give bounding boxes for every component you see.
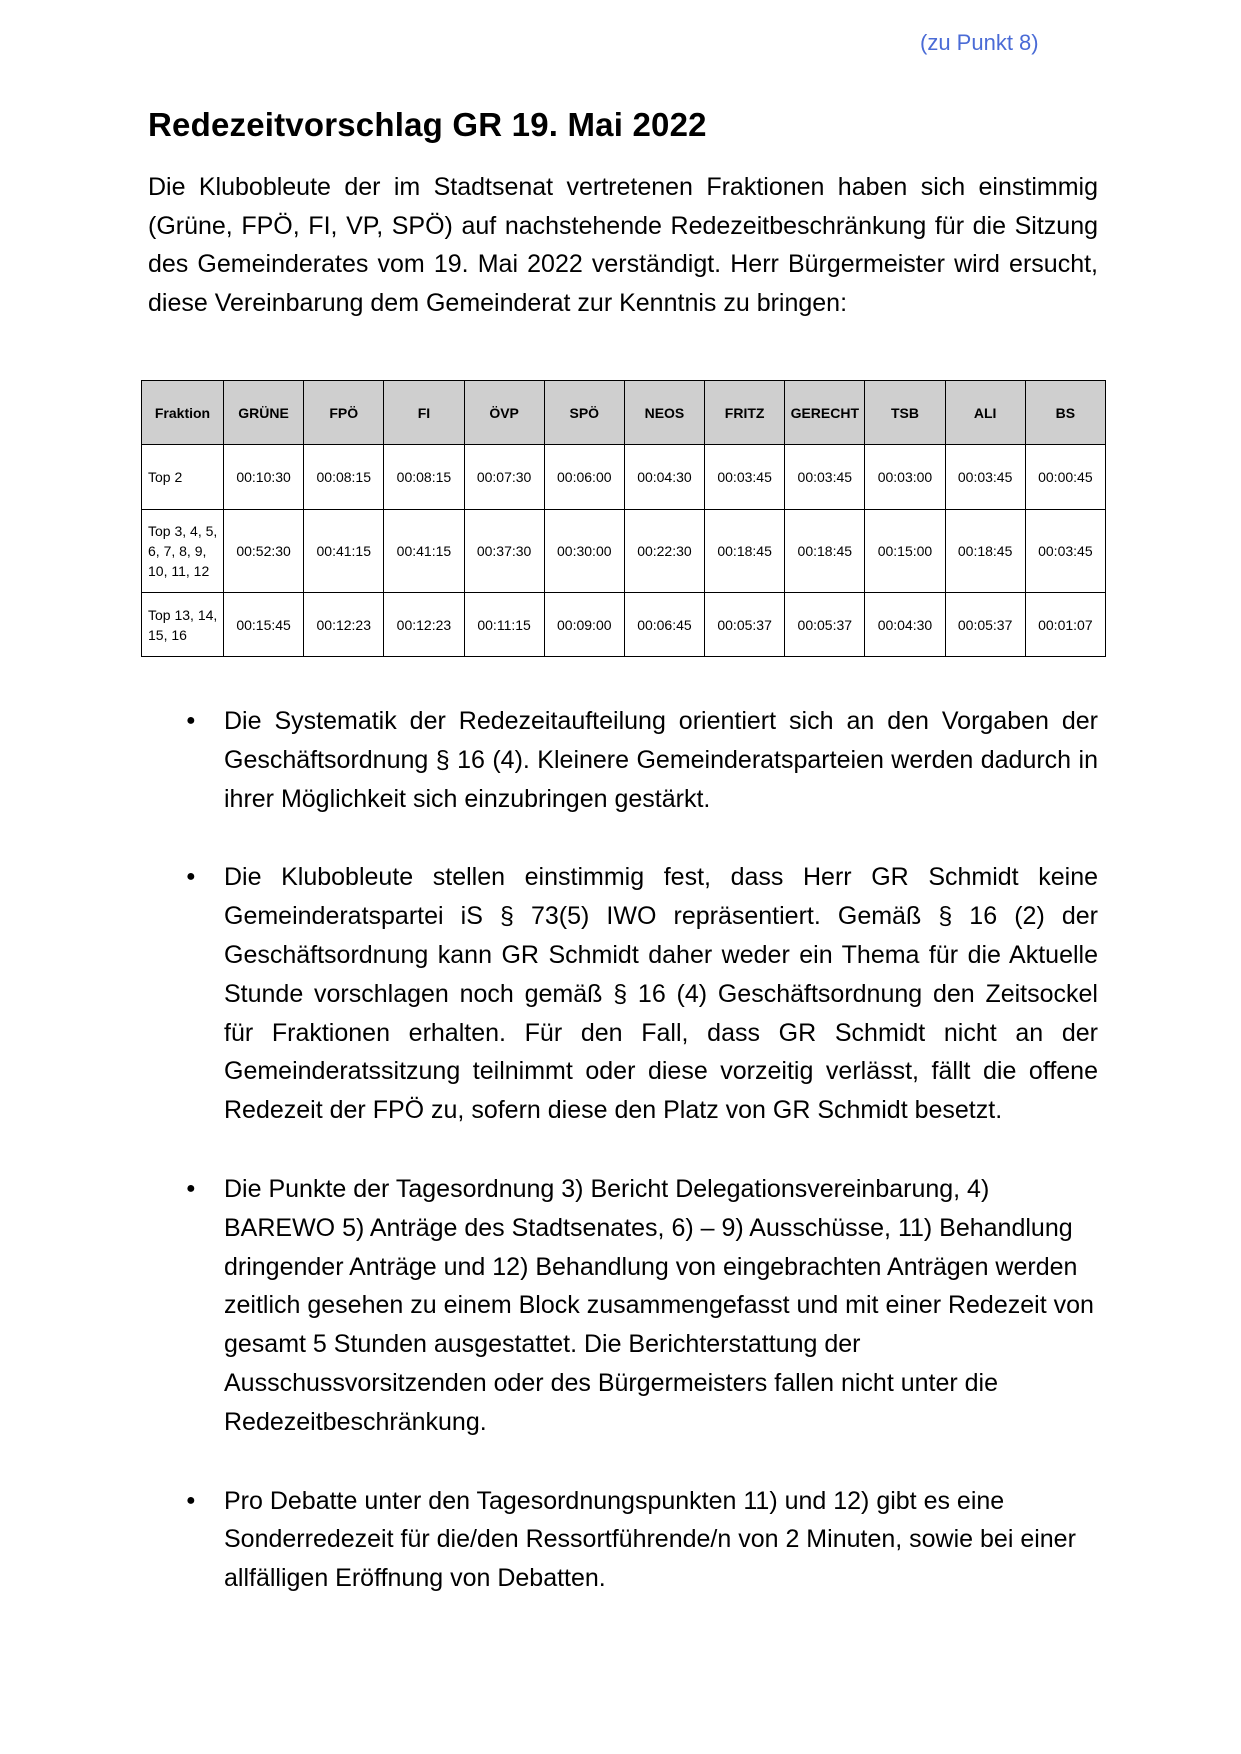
row-label: Top 3, 4, 5, 6, 7, 8, 9, 10, 11, 12 — [142, 510, 224, 593]
row-label: Top 2 — [142, 445, 224, 510]
header-party: SPÖ — [544, 381, 624, 445]
time-cell: 00:00:45 — [1025, 445, 1105, 510]
time-cell: 00:41:15 — [304, 510, 384, 593]
document-title: Redezeitvorschlag GR 19. Mai 2022 — [148, 106, 707, 143]
time-cell: 00:01:07 — [1025, 593, 1105, 657]
reference-note: (zu Punkt 8) — [920, 30, 1039, 55]
table-row — [142, 445, 1106, 510]
time-cell: 00:09:00 — [544, 593, 624, 657]
intro-paragraph: Die Klubobleute der im Stadtsenat vertretenen Fraktionen haben sich einstimmig (Grüne, FPÖ, FI, VP, SPÖ) auf nachstehende Redezeitbeschränkung für die Sitzung des Gemeinderates vom 19. Mai 2022 verständigt. Herr Bürgermeister wird ersucht, diese Vereinbarung dem Gemeinderat zur Kenntnis zu bringen: — [148, 173, 1098, 317]
header-party: GRÜNE — [224, 381, 304, 445]
table-row — [142, 510, 1106, 593]
bullet-item: ● Die Systematik der Redezeitaufteilung orientiert sich an den Vorgaben der Geschäftsordnung § 16 (4). Kleinere Gemeinderatsparteien werden dadurch in ihrer Möglichkeit sich einzubringen gestärkt. — [148, 702, 1098, 818]
header-party: ÖVP — [464, 381, 544, 445]
time-cell: 00:06:00 — [544, 445, 624, 510]
time-cell: 00:18:45 — [945, 510, 1025, 593]
time-cell: 00:03:45 — [1025, 510, 1105, 593]
time-cell: 00:07:30 — [464, 445, 544, 510]
row-label: Top 13, 14, 15, 16 — [142, 593, 224, 657]
bullet-item: ● Pro Debatte unter den Tagesordnungspunkten 11) und 12) gibt es eine Sonderredezeit für die/den Ressortführende/n von 2 Minuten, sowie bei einer allfälligen Eröffnung von Debatten. — [148, 1482, 1098, 1598]
time-cell: 00:15:00 — [865, 510, 945, 593]
time-cell: 00:18:45 — [785, 510, 865, 593]
time-cell: 00:30:00 — [544, 510, 624, 593]
time-cell: 00:03:45 — [705, 445, 785, 510]
time-cell: 00:04:30 — [624, 445, 704, 510]
time-cell: 00:12:23 — [304, 593, 384, 657]
time-cell: 00:04:30 — [865, 593, 945, 657]
time-cell: 00:15:45 — [224, 593, 304, 657]
time-cell: 00:12:23 — [384, 593, 464, 657]
time-cell: 00:22:30 — [624, 510, 704, 593]
time-cell: 00:05:37 — [785, 593, 865, 657]
bullet-list — [148, 702, 1098, 1598]
header-party: BS — [1025, 381, 1105, 445]
header-party: TSB — [865, 381, 945, 445]
header-party: FI — [384, 381, 464, 445]
time-cell: 00:06:45 — [624, 593, 704, 657]
time-cell: 00:03:00 — [865, 445, 945, 510]
header-party: NEOS — [624, 381, 704, 445]
bullet-item: ● Die Punkte der Tagesordnung 3) Bericht Delegationsvereinbarung, 4) BAREWO 5) Anträge des Stadtsenates, 6) – 9) Ausschüsse, 11) Behandlung dringender Anträge und 12) Behandlung von eingebrachten Anträgen werden zeitlich gesehen zu einem Block zusammengefasst und mit einer Redezeit von gesamt 5 Stunden ausgestattet. Die Berichterstattung der Ausschussvorsitzenden oder des Bürgermeisters fallen nicht unter die Redezeitbeschränkung. — [148, 1170, 1098, 1442]
time-cell: 00:03:45 — [945, 445, 1025, 510]
table-header-row — [142, 381, 1106, 445]
bullet-item: ● Die Klubobleute stellen einstimmig fest, dass Herr GR Schmidt keine Gemeinderatspartei iS § 73(5) IWO repräsentiert. Gemäß § 16 (2) der Geschäftsordnung kann GR Schmidt daher weder ein Thema für die Aktuelle Stunde vorschlagen noch gemäß § 16 (4) Geschäftsordnung den Zeitsockel für Fraktionen erhalten. Für den Fall, dass GR Schmidt nicht an der Gemeinderatssitzung teilnimmt oder diese vorzeitig verlässt, fällt die offene Redezeit der FPÖ zu, sofern diese den Platz von GR Schmidt besetzt. — [148, 858, 1098, 1130]
header-party: ALI — [945, 381, 1025, 445]
header-party: FPÖ — [304, 381, 384, 445]
table-row — [142, 593, 1106, 657]
time-cell: 00:10:30 — [224, 445, 304, 510]
header-party: GERECHT — [785, 381, 865, 445]
time-cell: 00:11:15 — [464, 593, 544, 657]
header-fraktion: Fraktion — [142, 381, 224, 445]
time-cell: 00:08:15 — [384, 445, 464, 510]
time-cell: 00:08:15 — [304, 445, 384, 510]
time-cell: 00:18:45 — [705, 510, 785, 593]
time-cell: 00:05:37 — [945, 593, 1025, 657]
time-cell: 00:41:15 — [384, 510, 464, 593]
time-cell: 00:03:45 — [785, 445, 865, 510]
header-party: FRITZ — [705, 381, 785, 445]
time-cell: 00:05:37 — [705, 593, 785, 657]
speaking-time-table — [141, 380, 1106, 657]
time-cell: 00:37:30 — [464, 510, 544, 593]
time-cell: 00:52:30 — [224, 510, 304, 593]
